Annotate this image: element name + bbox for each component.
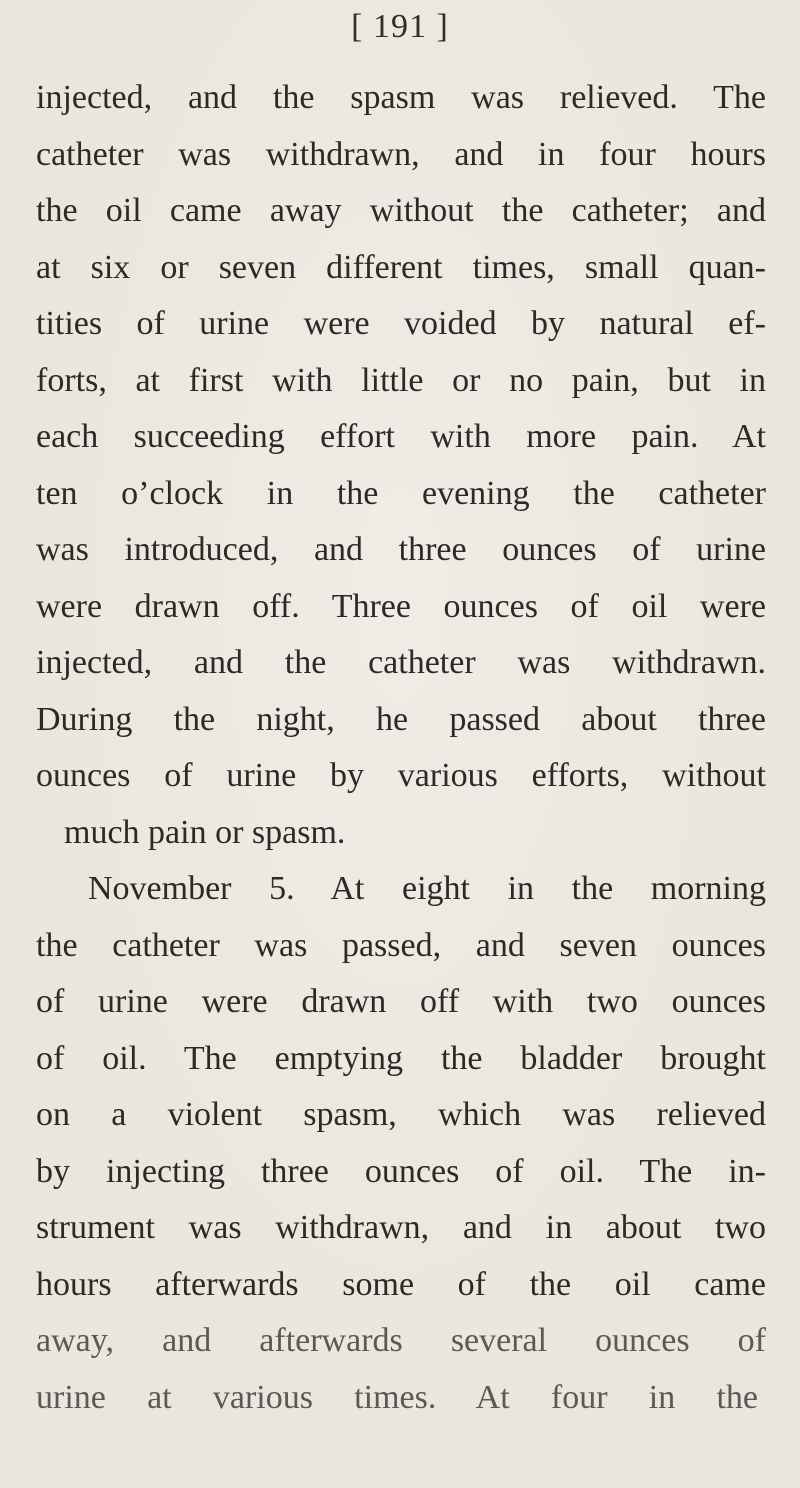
text-line: by injecting three ounces of oil. The in- <box>36 1152 766 1190</box>
text-line: injected, and the spasm was relieved. The <box>36 79 766 116</box>
text-line: of urine were drawn off with two ounces <box>36 983 766 1020</box>
text-line: forts, at first with little or no pain, but in <box>36 361 766 399</box>
text-line: the oil came away without the catheter; and <box>36 192 766 229</box>
text-line: ten o’clock in the evening the catheter <box>36 474 766 512</box>
text-line: tities of urine were voided by natural ef- <box>36 305 766 342</box>
page-number: [ 191 ] <box>351 8 449 45</box>
text-line: were drawn off. Three ounces of oil were <box>36 587 766 625</box>
text-line: each succeeding effort with more pain. At <box>36 418 766 455</box>
text-line: strument was withdrawn, and in about two <box>36 1209 766 1246</box>
text-line: much pain or spasm. <box>64 813 346 851</box>
text-line: away, and afterwards several ounces of <box>36 1322 766 1359</box>
text-line: ounces of urine by various efforts, without <box>36 757 766 794</box>
text-line: of oil. The emptying the bladder brought <box>36 1039 766 1077</box>
text-line: was introduced, and three ounces of urine <box>36 531 766 568</box>
text-line: urine at various times. At four in the <box>36 1378 758 1416</box>
text-line: catheter was withdrawn, and in four hours <box>36 135 766 173</box>
text-line: at six or seven different times, small quan- <box>36 248 766 286</box>
text-line: the catheter was passed, and seven ounces <box>36 926 766 964</box>
paragraph-start-line: November 5. At eight in the morning <box>88 870 766 907</box>
text-line: injected, and the catheter was withdrawn. <box>36 644 766 681</box>
text-line: on a violent spasm, which was relieved <box>36 1096 766 1133</box>
text-line: During the night, he passed about three <box>36 700 766 738</box>
text-line: hours afterwards some of the oil came <box>36 1265 766 1303</box>
